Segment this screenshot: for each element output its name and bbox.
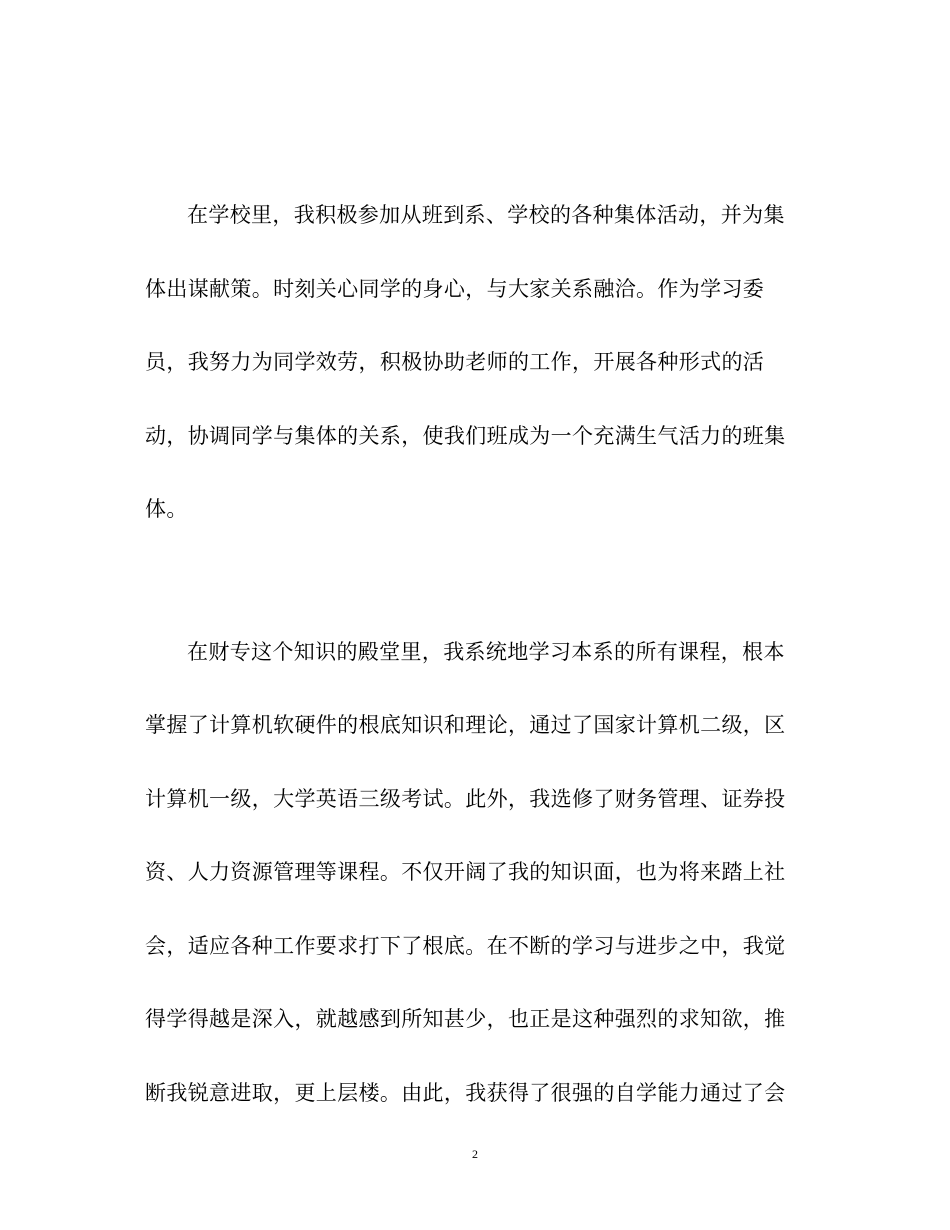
paragraph-line: 会，适应各种工作要求打下了根底。在不断的学习与进步之中，我觉 [145,934,786,958]
paragraph-line: 资、人力资源管理等课程。不仅开阔了我的知识面，也为将来踏上社 [145,860,786,884]
paragraph-line: 断我锐意进取，更上层楼。由此，我获得了很强的自学能力通过了会 [145,1081,786,1105]
paragraph-line: 员，我努力为同学效劳，积极协助老师的工作，开展各种形式的活 [145,350,765,374]
paragraph-line: 计算机一级，大学英语三级考试。此外，我选修了财务管理、证券投 [145,787,786,811]
paragraph-line: 动，协调同学与集体的关系，使我们班成为一个充满生气活力的班集 [145,424,786,448]
paragraph-line: 在学校里，我积极参加从班到系、学校的各种集体活动，并为集 [187,203,785,227]
paragraph-line: 体。 [145,497,188,521]
paragraph-line: 在财专这个知识的殿堂里，我系统地学习本系的所有课程，根本 [187,640,785,664]
paragraph-line: 得学得越是深入，就越感到所知甚少，也正是这种强烈的求知欲，推 [145,1007,786,1031]
paragraph-line: 体出谋献策。时刻关心同学的身心，与大家关系融洽。作为学习委 [145,277,765,301]
page-number: 2 [472,1147,478,1161]
paragraph-line: 掌握了计算机软硬件的根底知识和理论，通过了国家计算机二级，区 [145,713,786,737]
